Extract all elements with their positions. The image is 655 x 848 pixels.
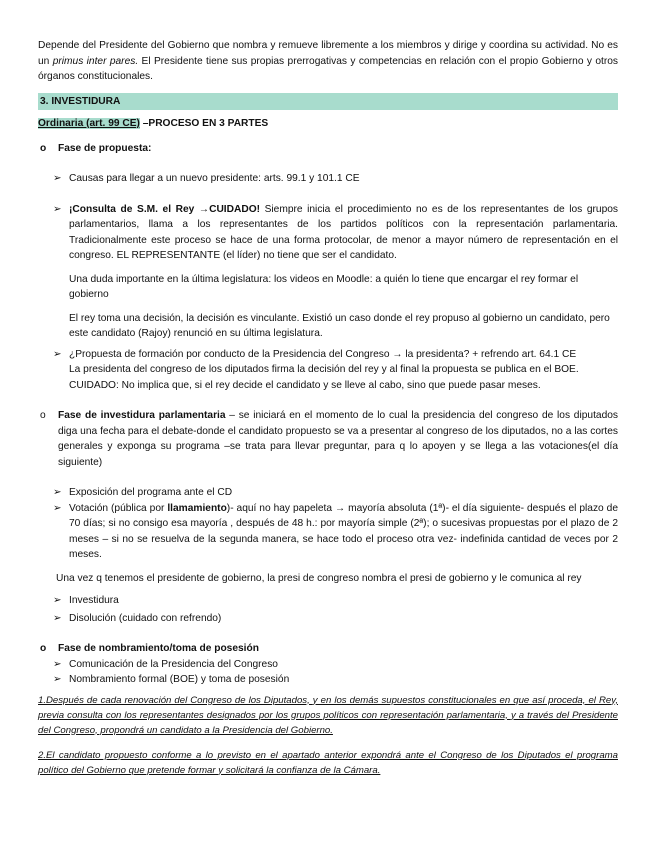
document-page — [38, 38, 618, 778]
sub-paragraph: Una duda importante en la última legislatura: los videos en Moodle: a quién lo tiene que encargar el rey formar el gobierno — [69, 273, 579, 300]
item-text: Nombramiento formal (BOE) y toma de posesión — [69, 674, 290, 685]
footnote-2: 2.El candidato propuesto conforme a lo previsto en el apartado anterior expondrá ante el Congreso de los Diputados el programa político del Gobierno que pretende formar y solicitará la confianza de la Cámara. — [38, 749, 618, 776]
fase-propuesta-title: o Fase de propuesta: — [38, 141, 618, 157]
item-text: ¿Propuesta de formación por conducto de la Presidencia del Congreso → la presidenta? + refrendo art. 64.1 CE — [69, 348, 577, 360]
intro-text: Depende del Presidente del Gobierno que nombra y remueve libremente a los miembros y dirige y coordina su actividad. No es un — [38, 40, 618, 67]
list-item — [38, 171, 618, 187]
arrow-icon: ➢ — [53, 502, 62, 514]
arrow-icon: ➢ — [53, 612, 62, 624]
intro-paragraph — [38, 38, 618, 85]
item-text: La presidenta del congreso de los diputados firma la decisión del rey y al final la propuesta se publica en el BOE. — [69, 364, 579, 375]
item-text: Exposición del programa ante el CD — [69, 487, 233, 498]
list-item — [38, 672, 618, 688]
list-item — [38, 657, 618, 673]
ordinaria-rest: –PROCESO EN 3 PARTES — [139, 118, 269, 129]
list-item — [38, 611, 618, 627]
item-text: Investidura — [69, 595, 119, 606]
intro-italic: primus inter pares. — [52, 55, 139, 67]
item-text: Causas para llegar a un nuevo presidente: arts. 99.1 y 101.1 CE — [69, 173, 360, 184]
fase-investidura-title: Fase de investidura parlamentaria — [58, 410, 226, 421]
item-text: CUIDADO: No implica que, si el rey decide el candidato y se lleve al cabo, sino que puede pasar meses. — [69, 379, 541, 391]
item-text: Comunicación de la Presidencia del Congreso — [69, 658, 278, 670]
sub-paragraph: El rey toma una decisión, la decisión es vinculante. Existió un caso donde el rey propuso al gobierno un candidato, pero este candidato (Rajoy) renunció en su última legislatura. — [69, 312, 610, 339]
summary-paragraph: Una vez q tenemos el presidente de gobierno, la presi de congreso nombra el presi de gobierno y le comunica al rey — [56, 572, 582, 584]
list-item — [38, 593, 618, 609]
section-heading: 3. INVESTIDURA — [38, 93, 618, 111]
item-text: Siempre inicia el procedimiento no es de los representantes de los grupos parlamentarios, llama a los representantes de los partidos políticos con la representación parlamentaria. Tradicionalmente este proceso se hace de una forma protocolar, de menor a mayor número de representación en el congreso. EL REPRESENTANTE (el líder) no tiene que ser el candidato. — [69, 203, 618, 261]
arrow-icon: ➢ — [53, 658, 62, 670]
item-text: )- aquí no hay papeleta → mayoría absoluta (1ª)- el día siguiente- después el plazo de 70 días; si no consigo esa mayoría , después de 48 h.: por mayoría simple (2ª); o sucesivas propuestas por el plazo de 2 meses – si no se resuelva de la segunda manera, se hace todo el proceso otra vez- indefinida cantidad de veces por 2 meses. — [69, 502, 618, 560]
item-bold-text: llamamiento — [167, 502, 227, 514]
arrow-icon: ➢ — [53, 487, 62, 498]
arrow-icon: ➢ — [53, 203, 62, 215]
arrow-icon: ➢ — [53, 595, 62, 606]
item-text: Votación (pública por — [69, 502, 168, 514]
arrow-icon: ➢ — [53, 674, 62, 685]
arrow-icon: ➢ — [53, 348, 62, 360]
list-item — [38, 202, 618, 264]
item-text: Disolución (cuidado con refrendo) — [69, 612, 222, 624]
list-item — [38, 347, 618, 394]
ordinaria-line — [38, 116, 618, 132]
fase-investidura — [38, 408, 618, 470]
fase-nombramiento-title: o Fase de nombramiento/toma de posesión — [38, 641, 618, 657]
arrow-icon: ➢ — [53, 173, 62, 184]
intro-text-2: El Presidente tiene sus propias prerrogativas y competencias en relación con el propio Gobierno y otros órganos constitucionales. — [38, 55, 618, 82]
list-item — [38, 485, 618, 501]
list-item — [38, 501, 618, 563]
footnote-1: 1.Después de cada renovación del Congreso de los Diputados, y en los demás supuestos constitucionales en que así proceda, el Rey, previa consulta con los representantes designados por los grupos políticos con representación parlamentaria, y a través del Presidente del Congreso, propondrá un candidato a la Presidencia del Gobierno. — [38, 694, 618, 736]
ordinaria-label: Ordinaria (art. 99 CE) — [38, 118, 140, 129]
item-bold-text: ¡Consulta de S.M. el Rey →CUIDADO! — [69, 203, 261, 215]
fase-investidura-desc: – se iniciará en el momento de lo cual la presidencia del congreso de los diputados diga una fecha para el debate-donde el candidato propuesto se va a presentar al congreso de los diputados, no a las cortes generales y exponga su programa –se trata para llevar preguntar, para q lo apoyen y se llega a las votaciones(el día siguiente) — [58, 410, 618, 468]
